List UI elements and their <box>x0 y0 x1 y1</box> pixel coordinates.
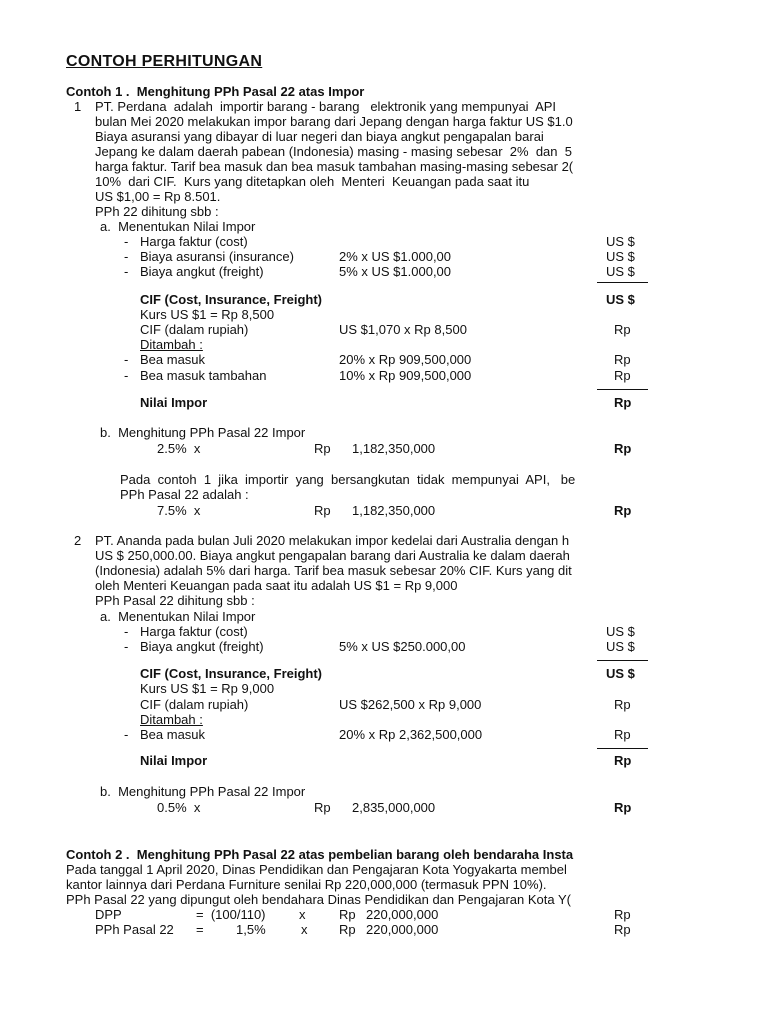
example-2-text-line: PPh Pasal 22 yang dipungut oleh bendahara Dinas Pendidikan dan Pengajaran Kota Y( <box>66 892 571 907</box>
subtotal-rule <box>597 389 648 390</box>
case-1-text-line: US $1,00 = Rp 8.501. <box>95 189 221 204</box>
step-b-label: b. Menghitung PPh Pasal 22 Impor <box>100 784 306 799</box>
pph-rate: 0.5% x <box>157 800 201 815</box>
example-2-text-line: kantor lainnya dari Perdana Furniture senilai Rp 220,000,000 (termasuk PPN 10%). <box>66 877 547 892</box>
cif-label: CIF (Cost, Insurance, Freight) <box>140 292 323 307</box>
pph-base: 2,835,000,000 <box>352 800 436 815</box>
currency-rp: Rp <box>614 922 631 937</box>
case-2-text-line: oleh Menteri Keuangan pada saat itu adalah US $1 = Rp 9,000 <box>95 578 458 593</box>
times-sign: x <box>301 922 308 937</box>
bullet-dash: - <box>124 234 129 249</box>
currency-usd: US $ <box>606 639 635 654</box>
harga-faktur-label: Harga faktur (cost) <box>140 234 248 249</box>
bea-masuk-label: Bea masuk <box>140 727 206 742</box>
bullet-dash: - <box>124 639 129 654</box>
cif-rupiah-label: CIF (dalam rupiah) <box>140 322 249 337</box>
case-1-number: 1 <box>74 99 82 114</box>
currency-rp: Rp <box>339 922 356 937</box>
currency-rp: Rp <box>614 697 631 712</box>
dpp-label: DPP <box>95 907 122 922</box>
cif-rupiah-label: CIF (dalam rupiah) <box>140 697 249 712</box>
pph-base: 1,182,350,000 <box>352 503 436 518</box>
currency-rp: Rp <box>339 907 356 922</box>
currency-usd: US $ <box>606 624 635 639</box>
angkut-label: Biaya angkut (freight) <box>140 639 264 654</box>
currency-rp: Rp <box>614 322 631 337</box>
pph-label: PPh Pasal 22 <box>95 922 174 937</box>
bullet-dash: - <box>124 352 129 367</box>
currency-rp: Rp <box>614 368 631 383</box>
case-2-text-line: (Indonesia) adalah 5% dari harga. Tarif bea masuk sebesar 20% CIF. Kurs yang dit <box>95 563 572 578</box>
currency-usd: US $ <box>606 234 635 249</box>
step-a-label: a. Menentukan Nilai Impor <box>100 219 256 234</box>
currency-rp: Rp <box>614 907 631 922</box>
case-2-text-line: PT. Ananda pada bulan Juli 2020 melakukan impor kedelai dari Australia dengan h <box>95 533 570 548</box>
currency-rp: Rp <box>314 441 331 456</box>
angkut-calc: 5% x US $1.000,00 <box>339 264 452 279</box>
pph-base: 1,182,350,000 <box>352 441 436 456</box>
kurs-label: Kurs US $1 = Rp 8,500 <box>140 307 275 322</box>
currency-rp: Rp <box>614 753 632 768</box>
bea-masuk-calc: 20% x Rp 909,500,000 <box>339 352 472 367</box>
equals-sign: = <box>196 922 204 937</box>
case-2-text-line: PPh Pasal 22 dihitung sbb : <box>95 593 255 608</box>
nilai-impor-label: Nilai Impor <box>140 395 208 410</box>
pph-rate: 2.5% x <box>157 441 201 456</box>
case-1-text-line: PT. Perdana adalah importir barang - barang elektronik yang mempunyai API <box>95 99 557 114</box>
times-sign: x <box>299 907 306 922</box>
dpp-base: 220,000,000 <box>366 907 439 922</box>
step-b-label: b. Menghitung PPh Pasal 22 Impor <box>100 425 306 440</box>
currency-rp: Rp <box>614 503 632 518</box>
asuransi-label: Biaya asuransi (insurance) <box>140 249 294 264</box>
angkut-calc: 5% x US $250.000,00 <box>339 639 466 654</box>
bullet-dash: - <box>124 249 129 264</box>
note-text: Pada contoh 1 jika importir yang bersangkutan tidak mempunyai API, be <box>120 472 576 487</box>
subtotal-rule <box>597 660 648 661</box>
case-1-text-line: bulan Mei 2020 melakukan impor barang dari Jepang dengan harga faktur US $1.0 <box>95 114 573 129</box>
example-1-heading: Contoh 1 . Menghitung PPh Pasal 22 atas Impor <box>66 84 365 99</box>
currency-rp: Rp <box>614 727 631 742</box>
step-a-label: a. Menentukan Nilai Impor <box>100 609 256 624</box>
asuransi-calc: 2% x US $1.000,00 <box>339 249 452 264</box>
bullet-dash: - <box>124 727 129 742</box>
case-1-text-line: harga faktur. Tarif bea masuk dan bea masuk tambahan masing-masing sebesar 2( <box>95 159 574 174</box>
cif-rupiah-calc: US $1,070 x Rp 8,500 <box>339 322 467 337</box>
currency-usd: US $ <box>606 264 635 279</box>
kurs-label: Kurs US $1 = Rp 9,000 <box>140 681 275 696</box>
note-text: PPh Pasal 22 adalah : <box>120 487 249 502</box>
currency-usd: US $ <box>606 249 635 264</box>
bea-masuk-calc: 20% x Rp 2,362,500,000 <box>339 727 483 742</box>
case-1-text-line: Jepang ke dalam daerah pabean (Indonesia) masing - masing sebesar 2% dan 5 <box>95 144 572 159</box>
currency-usd: US $ <box>606 292 635 307</box>
bea-masuk-label: Bea masuk <box>140 352 206 367</box>
currency-rp: Rp <box>614 441 632 456</box>
cif-label: CIF (Cost, Insurance, Freight) <box>140 666 323 681</box>
bullet-dash: - <box>124 264 129 279</box>
currency-rp: Rp <box>314 503 331 518</box>
case-1-text-line: PPh 22 dihitung sbb : <box>95 204 219 219</box>
pph-base: 220,000,000 <box>366 922 439 937</box>
ditambah-label: Ditambah : <box>140 712 203 727</box>
page-title: CONTOH PERHITUNGAN <box>66 53 263 70</box>
pph-rate: 1,5% <box>236 922 266 937</box>
currency-rp: Rp <box>314 800 331 815</box>
bea-tambahan-calc: 10% x Rp 909,500,000 <box>339 368 472 383</box>
pph-rate: 7.5% x <box>157 503 201 518</box>
currency-rp: Rp <box>614 395 632 410</box>
case-1-text-line: 10% dari CIF. Kurs yang ditetapkan oleh Menteri Keuangan pada saat itu <box>95 174 530 189</box>
angkut-label: Biaya angkut (freight) <box>140 264 264 279</box>
subtotal-rule <box>597 748 648 749</box>
subtotal-rule <box>597 282 648 283</box>
case-1-text-line: Biaya asuransi yang dibayar di luar negeri dan biaya angkut pengapalan barai <box>95 129 544 144</box>
cif-rupiah-calc: US $262,500 x Rp 9,000 <box>339 697 482 712</box>
example-2-heading: Contoh 2 . Menghitung PPh Pasal 22 atas pembelian barang oleh bendaraha Insta <box>66 847 574 862</box>
bullet-dash: - <box>124 624 129 639</box>
currency-rp: Rp <box>614 800 632 815</box>
ditambah-label: Ditambah : <box>140 337 203 352</box>
case-2-number: 2 <box>74 533 82 548</box>
bea-tambahan-label: Bea masuk tambahan <box>140 368 267 383</box>
currency-usd: US $ <box>606 666 635 681</box>
case-2-text-line: US $ 250,000.00. Biaya angkut pengapalan barang dari Australia ke dalam daerah <box>95 548 570 563</box>
harga-faktur-label: Harga faktur (cost) <box>140 624 248 639</box>
bullet-dash: - <box>124 368 129 383</box>
nilai-impor-label: Nilai Impor <box>140 753 208 768</box>
dpp-equation: = (100/110) <box>196 907 266 922</box>
currency-rp: Rp <box>614 352 631 367</box>
example-2-text-line: Pada tanggal 1 April 2020, Dinas Pendidikan dan Pengajaran Kota Yogyakarta membel <box>66 862 567 877</box>
